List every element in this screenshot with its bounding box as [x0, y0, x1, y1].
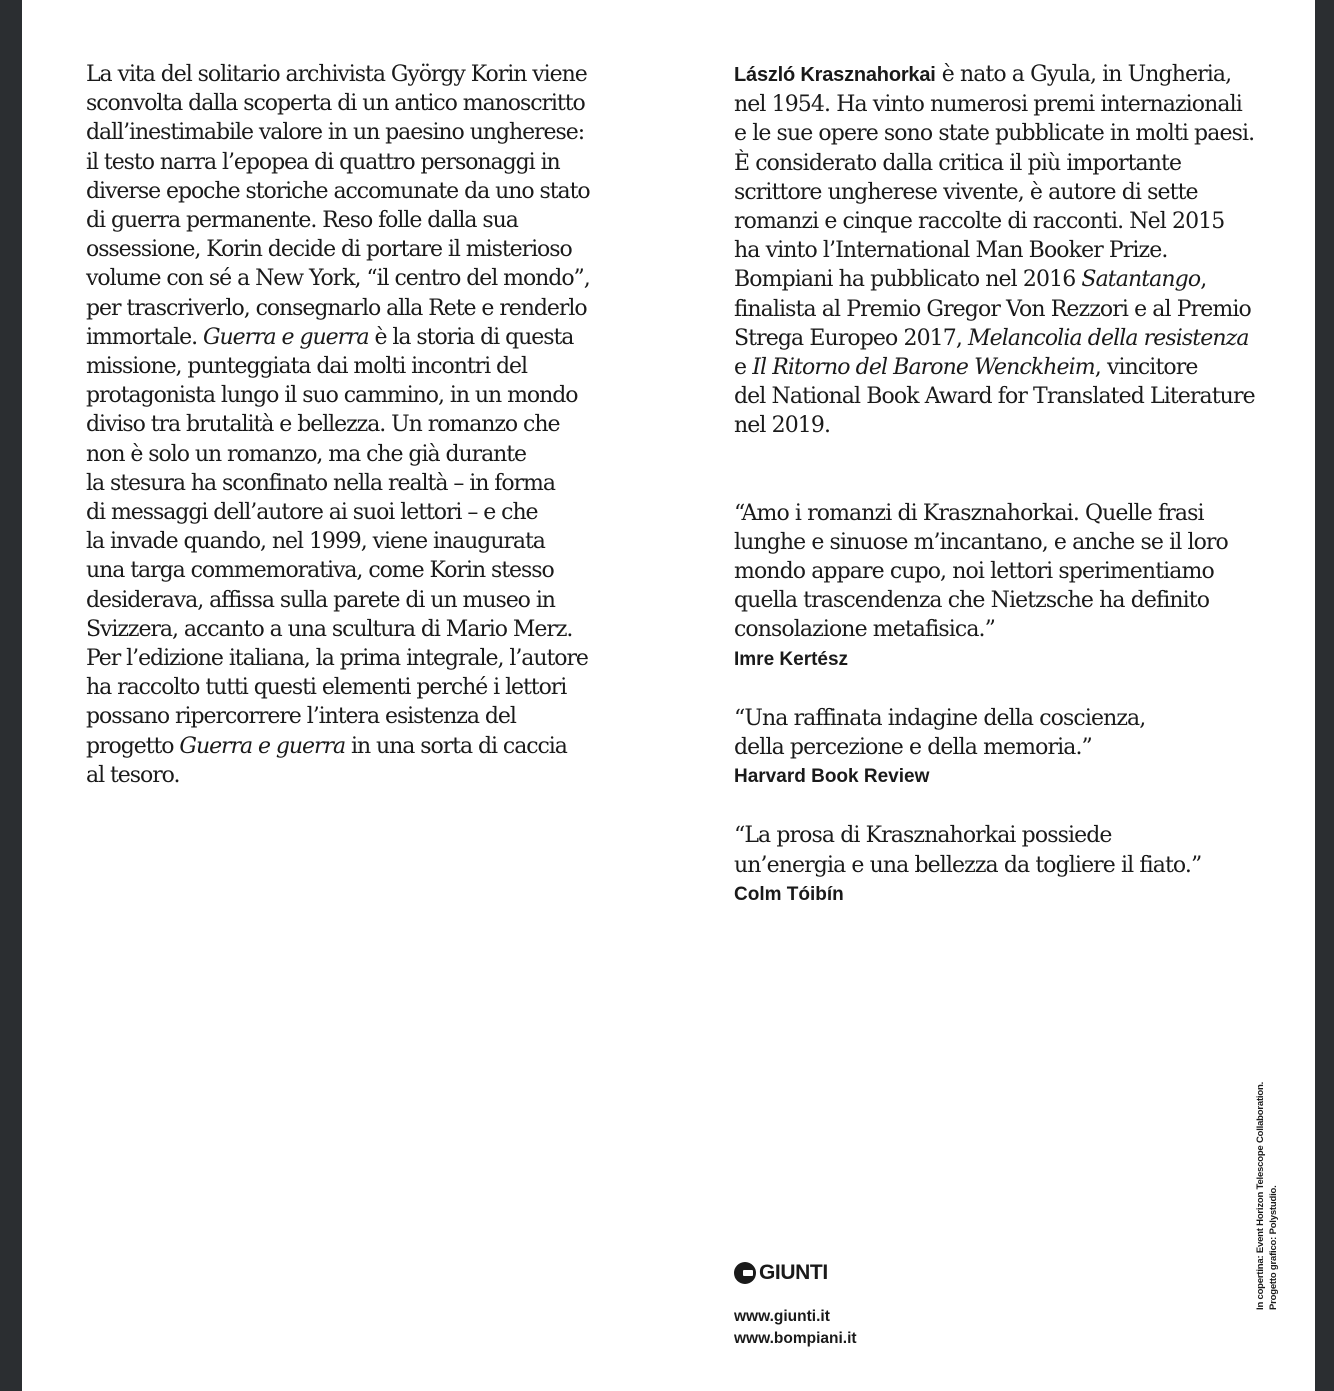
bio-text: , vincitore — [1094, 355, 1198, 381]
publisher-logo-text: GIUNTI — [759, 1261, 828, 1284]
bio-line — [734, 324, 1294, 353]
synopsis-text: progetto — [86, 733, 180, 759]
synopsis-line: Per l’edizione italiana, la prima integrale, l’autore — [86, 646, 588, 672]
synopsis-line: volume con sé a New York, “il centro del mondo”, — [86, 266, 590, 292]
bio-text: e — [734, 355, 753, 381]
book-title: Il Ritorno del Barone Wenckheim — [752, 355, 1095, 381]
synopsis-text: è la storia di questa — [368, 324, 574, 350]
synopsis-line — [86, 732, 626, 761]
quote-line: “Amo i romanzi di Krasznahorkai. Quelle frasi — [734, 500, 1204, 526]
quote-author: Harvard Book Review — [734, 766, 930, 788]
bio-line: e le sue opere sono state pubblicate in molti paesi. — [734, 121, 1255, 147]
quote-kertesz — [734, 499, 1294, 674]
synopsis-line: possano ripercorrere l’intera esistenza del — [86, 704, 516, 730]
credit-line: Progetto grafico: Polystudio. — [1268, 1185, 1279, 1310]
synopsis-line: diverse epoche storiche accomunate da uno stato — [86, 178, 590, 204]
author-bio — [734, 60, 1294, 441]
cover-credits — [1254, 1081, 1288, 1310]
quote-line: della percezione e della memoria.” — [734, 735, 1092, 761]
bio-line — [734, 353, 1294, 382]
url-link[interactable]: www.giunti.it — [734, 1308, 830, 1325]
synopsis-line: diviso tra brutalità e bellezza. Un romanzo che — [86, 412, 560, 438]
credit-line: In copertina: Event Horizon Telescope Collaboration. — [1255, 1081, 1266, 1310]
quote-line: lunghe e sinuose m’incantano, e anche se il loro — [734, 529, 1228, 555]
bio-line: ha vinto l’International Man Booker Prize. — [734, 238, 1168, 264]
synopsis-line: una targa commemorativa, come Korin stesso — [86, 558, 554, 584]
quote-harvard — [734, 704, 1294, 792]
quote-line: un’energia e una bellezza da togliere il fiato.” — [734, 852, 1202, 878]
quote-toibin — [734, 821, 1294, 909]
quote-line: “La prosa di Krasznahorkai possiede — [734, 823, 1112, 849]
bio-and-quotes-column — [734, 60, 1294, 909]
synopsis-line: al tesoro. — [86, 762, 180, 788]
bio-line: nel 2019. — [734, 413, 831, 439]
credits-text — [1254, 1082, 1280, 1310]
synopsis-line: sconvolta dalla scoperta di un antico manoscritto — [86, 91, 585, 117]
quote-line: quella trascendenza che Nietzsche ha definito — [734, 588, 1210, 614]
quote-line: consolazione metafisica.” — [734, 617, 995, 643]
synopsis-line: La vita del solitario archivista György Korin viene — [86, 62, 587, 87]
bio-text: , — [1200, 267, 1207, 293]
publisher-block — [734, 1258, 857, 1350]
publisher-logo — [734, 1258, 857, 1288]
bio-text: Bompiani ha pubblicato nel 2016 — [734, 267, 1082, 293]
bio-line: romanzi e cinque raccolte di racconti. Nel 2015 — [734, 209, 1225, 235]
bio-line — [734, 60, 1294, 90]
synopsis-line: il testo narra l’epopea di quattro personaggi in — [86, 149, 560, 175]
book-title: Satantango — [1081, 267, 1201, 293]
synopsis-line: ha raccolto tutti questi elementi perché i lettori — [86, 675, 567, 701]
synopsis-line: ossessione, Korin decide di portare il misterioso — [86, 237, 572, 263]
url-link[interactable]: www.bompiani.it — [734, 1330, 857, 1347]
quote-author: Imre Kertész — [734, 648, 849, 670]
synopsis-line: per trascriverlo, consegnarlo alla Rete e renderlo — [86, 295, 587, 321]
publisher-urls — [734, 1306, 857, 1350]
synopsis-line: di guerra permanente. Reso folle dalla sua — [86, 208, 518, 234]
synopsis-line — [86, 323, 626, 352]
back-cover-page — [22, 0, 1315, 1391]
synopsis-line: non è solo un romanzo, ma che già durante — [86, 441, 527, 467]
synopsis-line: desiderava, affissa sulla parete di un museo in — [86, 587, 555, 613]
quote-line: mondo appare cupo, noi lettori sperimentiamo — [734, 559, 1214, 585]
synopsis-line: protagonista lungo il suo cammino, in un mondo — [86, 383, 578, 409]
quote-line: “Una raffinata indagine della coscienza, — [734, 705, 1146, 731]
giunti-logo-icon — [734, 1262, 756, 1284]
book-title: Guerra e guerra — [179, 733, 346, 759]
synopsis-line: la invade quando, nel 1999, viene inaugurata — [86, 529, 545, 555]
bio-line: È considerato dalla critica il più importante — [734, 150, 1182, 176]
synopsis-line: di messaggi dell’autore ai suoi lettori – e che — [86, 500, 538, 526]
book-title: Guerra e guerra — [202, 324, 369, 350]
bio-line: finalista al Premio Gregor Von Rezzori e al Premio — [734, 296, 1251, 322]
author-name: László Krasznahorkai — [734, 64, 936, 86]
bio-line — [734, 265, 1294, 294]
synopsis-line: Svizzera, accanto a una scultura di Mario Merz. — [86, 616, 573, 642]
synopsis-column — [86, 60, 626, 790]
bio-line: scrittore ungherese vivente, è autore di sette — [734, 179, 1198, 205]
book-title: Melancolia della resistenza — [968, 325, 1249, 351]
synopsis-line: dall’inestimabile valore in un paesino ungherese: — [86, 120, 585, 146]
synopsis-text: in una sorta di caccia — [345, 733, 567, 759]
synopsis-line: missione, punteggiata dai molti incontri del — [86, 354, 527, 380]
quote-author: Colm Tóibín — [734, 883, 844, 905]
bio-line: nel 1954. Ha vinto numerosi premi internazionali — [734, 92, 1242, 118]
bio-line: del National Book Award for Translated Literature — [734, 384, 1255, 410]
bio-text: è nato a Gyula, in Ungheria, — [935, 62, 1232, 87]
synopsis-text: immortale. — [86, 324, 203, 350]
synopsis-line: la stesura ha sconfinato nella realtà – in forma — [86, 470, 555, 496]
bio-text: Strega Europeo 2017, — [734, 325, 969, 351]
